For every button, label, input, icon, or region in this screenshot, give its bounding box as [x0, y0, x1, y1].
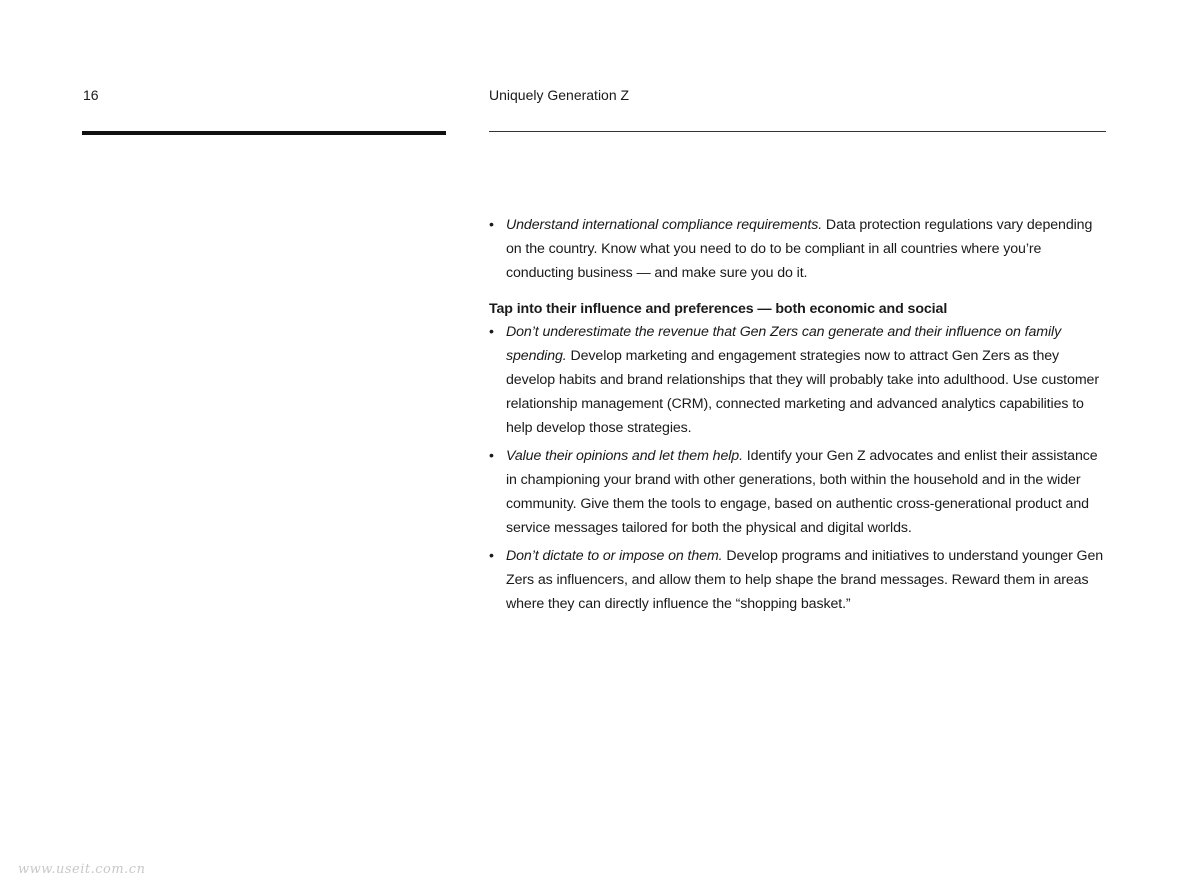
section-heading: Tap into their influence and preferences — both economic and social [489, 301, 948, 317]
bullet-lead-in: Understand international compliance requirements. [506, 217, 823, 233]
bullet-lead-in: Don’t underestimate the revenue that Gen Zers can generate and their influence on family spending. [506, 324, 1062, 364]
bullet-lead-in: Value their opinions and let them help. [506, 448, 743, 464]
list-item [489, 444, 1109, 540]
section-bullet-list [489, 320, 1109, 616]
bullet-body: Develop programs and initiatives to understand younger Gen Zers as influencers, and allow them to help shape the brand messages. Reward them in areas where they can directly influence the “shopping basket.” [506, 548, 1104, 612]
right-divider-rule [489, 131, 1106, 132]
page-number: 16 [83, 87, 99, 103]
bullet-body: Identify your Gen Z advocates and enlist their assistance in championing your brand with other generations, both within the household and in the wider community. Give them the tools to engage, based on authentic cross-generational product and service messages tailored for both the physical and digital worlds. [506, 448, 1098, 536]
bullet-body: Develop marketing and engagement strategies now to attract Gen Zers as they develop habits and brand relationships that they will probably take into adulthood. Use customer relationship management (CRM), connected marketing and advanced analytics capabilities to help develop those strategies. [506, 348, 1099, 436]
watermark: www.useit.com.cn [18, 862, 146, 877]
main-content [489, 213, 1109, 620]
left-divider-rule [82, 131, 446, 135]
running-title: Uniquely Generation Z [489, 87, 630, 103]
list-item [489, 320, 1109, 440]
intro-bullet-list [489, 213, 1109, 285]
list-item [489, 544, 1109, 616]
bullet-body: Data protection regulations vary depending on the country. Know what you need to do to be compliant in all countries where you’re conducting business — and make sure you do it. [506, 217, 1093, 281]
bullet-lead-in: Don’t dictate to or impose on them. [506, 548, 723, 564]
list-item [489, 213, 1109, 285]
